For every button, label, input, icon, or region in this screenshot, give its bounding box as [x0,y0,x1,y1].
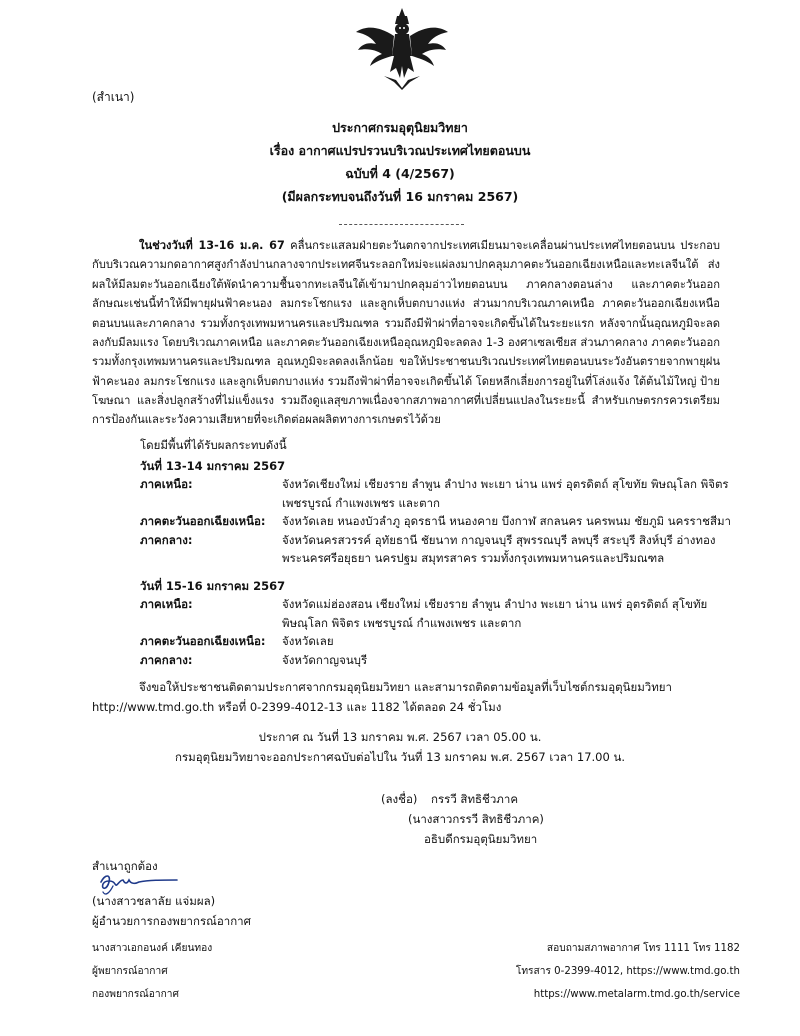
certified-copy-label: สำเนาถูกต้อง [92,859,158,873]
affected-period-2 [140,577,740,669]
region-label: ภาคตะวันออกเฉียงเหนือ: [140,634,266,649]
region-row-northeast [140,512,740,530]
footer-division: กองพยากรณ์อากาศ [92,988,179,1000]
footer-fax-website: โทรสาร 0-2399-4012, https://www.tmd.go.th [515,965,740,977]
region-label: ภาคตะวันออกเฉียงเหนือ: [140,514,266,529]
announcement-title [0,116,800,209]
affected-areas-intro: โดยมีพื้นที่ได้รับผลกระทบดังนี้ [140,438,287,452]
region-row-central [140,651,740,669]
signed-name: กรรวี สิทธิชีวภาค [431,792,519,806]
signature-block [381,789,544,849]
body-paragraph [92,236,720,430]
signer-position: อธิบดีกรมอุตุนิยมวิทยา [424,832,538,847]
next-issue-time: กรมอุตุนิยมวิทยาจะออกประกาศฉบับต่อไปใน วันที่ 13 มกราคม พ.ศ. 2567 เวลา 17.00 น. [175,750,625,765]
region-provinces: จังหวัดเลย [282,634,334,649]
signed-label: (ลงชื่อ) [381,792,418,806]
region-provinces: จังหวัดแม่ฮ่องสอน เชียงใหม่ เชียงราย ลำพูน ลำปาง พะเยา น่าน แพร่ อุตรดิตถ์ สุโขทัย พิษณุโลก พิจิตร เพชรบูรณ์ กำแพงเพชร และตาก [282,597,708,630]
affected-period-1 [140,457,740,567]
region-row-northeast [140,632,740,650]
region-label: ภาคกลาง: [140,652,193,667]
title-subject: เรื่อง อากาศแปรปรวนบริเวณประเทศไทยตอนบน [269,143,531,159]
footer-phone: สอบถามสภาพอากาศ โทร 1111 โทร 1182 [546,943,740,954]
region-provinces: จังหวัดกาญจนบุรี [282,652,368,667]
public-request: จึงขอให้ประชาชนติดตามประกาศจากกรมอุตุนิยมวิทยา และสามารถติดตามข้อมูลที่เว็บไซต์กรมอุตุนิยมวิทยา http://www.tmd.go.th หรือที่ 0-2399-4012-13 และ 1182 ได้ตลอด 24 ชั่วโมง [92,680,673,715]
body-text: คลื่นกระแสลมฝ่ายตะวันตกจากประเทศเมียนมาจะเคลื่อนผ่านประเทศไทยตอนบน ประกอบกับบริเวณความกดอากาศสูงกำลังปานกลางจากประเทศจีนระลอกใหม่จะแผ่ลงมาปกคลุมภาคตะวันออกเฉียงเหนือและทะเลจีนใต้ ส่งผลให้มีลมตะวันออกเฉียงใต้พัดนำความชื้นจากทะเลจีนใต้เข้ามาปกคลุมอ่าวไทยตอนบน ภาคกลางตอนล่าง และภาคตะวันออก ลักษณะเช่นนี้ทำให้มีพายุฝนฟ้าคะนอง ลมกระโชกแรง และลูกเห็บตกบางแห่ง ส่วนมากบริเวณภาคเหนือ ภาคตะวันออกเฉียงเหนือตอนบนและภาคกลาง รวมทั้งกรุงเทพมหานครและปริมณฑล รวมถึงมีฟ้าผ่าที่อาจจะเกิดขึ้นได้ในระยะแรก หลังจากนั้นอุณหภูมิจะลดลงกับมีลมแรง โดยบริเวณภาคเหนือ และภาคตะวันออกเฉียงเหนืออุณหภูมิจะลดลง 1-3 องศาเซลเซียส ส่วนภาคกลาง ภาคตะวันออก รวมทั้งกรุงเทพมหานครและปริมณฑล อุณหภูมิจะลดลงเล็กน้อย ขอให้ประชาชนบริเวณประเทศไทยตอนบนระวังอันตรายจากพายุฝนฟ้าคะนอง ลมกระโชกแรง และลูกเห็บตกบางแห่ง รวมถึงฟ้าผ่าที่อาจจะเกิดขึ้นได้ โดยหลีกเลี่ยงการอยู่ในที่โล่งแจ้ง ใต้ต้นไม้ใหญ่ ป้ายโฆษณา และสิ่งปลูกสร้างที่ไม่แข็งแรง รวมถึงดูแลสุขภาพเนื่องจากสภาพอากาศที่เปลี่ยนแปลงในระยะนี้ สำหรับเกษตรกรควรเตรียมการป้องกันและระวังความเสียหายที่จะเกิดต่อผลผลิตทางการเกษตรไว้ด้วย [92,239,720,427]
region-provinces: จังหวัดเชียงใหม่ เชียงราย ลำพูน ลำปาง พะเยา น่าน แพร่ อุตรดิตถ์ สุโขทัย พิษณุโลก พิจิตร เพชรบูรณ์ กำแพงเพชร และตาก [282,477,729,510]
footer-contact [516,938,740,1007]
title-agency: ประกาศกรมอุตุนิยมวิทยา [332,120,468,135]
certifier-name: (นางสาวชลาลัย แจ่มผล) [92,894,216,908]
footer-forecaster-role: ผู้พยากรณ์อากาศ [92,965,168,977]
period-date: วันที่ 13-14 มกราคม 2567 [140,459,286,473]
announcement-time [0,727,800,767]
garuda-emblem-icon [354,6,450,90]
certifier [92,892,251,931]
region-label: ภาคเหนือ: [140,597,193,612]
title-effective-date: (มีผลกระทบจนถึงวันที่ 16 มกราคม 2567) [281,189,519,205]
title-divider [339,224,464,225]
region-provinces: จังหวัดนครสวรรค์ อุทัยธานี ชัยนาท กาญจนบุรี สุพรรณบุรี ลพบุรี สระบุรี สิงห์บุรี อ่างทอง พระนครศรีอยุธยา นครปฐม สมุทรสาคร รวมทั้งกรุงเทพมหานครและปริมณฑล [282,532,716,565]
region-provinces: จังหวัดเลย หนองบัวลำภู อุดรธานี หนองคาย บึงกาฬ สกลนคร นครพนม ชัยภูมิ นครราชสีมา [282,514,732,529]
region-row-north [140,595,740,632]
footer-service-link: https://www.metalarm.tmd.go.th/service [533,988,740,1000]
footer-forecaster-name: นางสาวเอกอนงค์ เคียนทอง [92,943,213,954]
footer-forecaster [92,938,212,1007]
issued-time: ประกาศ ณ วันที่ 13 มกราคม พ.ศ. 2567 เวลา 05.00 น. [258,730,542,744]
region-row-north [140,475,740,512]
region-label: ภาคเหนือ: [140,477,193,492]
signed-line [381,789,544,809]
body-lead: ในช่วงวันที่ 13-16 ม.ค. 67 [139,239,285,252]
certifier-position: ผู้อำนวยการกองพยากรณ์อากาศ [92,913,251,928]
title-issue-number: ฉบับที่ 4 (4/2567) [345,166,455,182]
region-label: ภาคกลาง: [140,532,193,547]
region-row-central [140,531,740,568]
period-date: วันที่ 15-16 มกราคม 2567 [140,579,286,593]
copy-mark: (สำเนา) [92,90,135,104]
signer-full-name: (นางสาวกรรวี สิทธิชีวภาค) [408,812,544,827]
